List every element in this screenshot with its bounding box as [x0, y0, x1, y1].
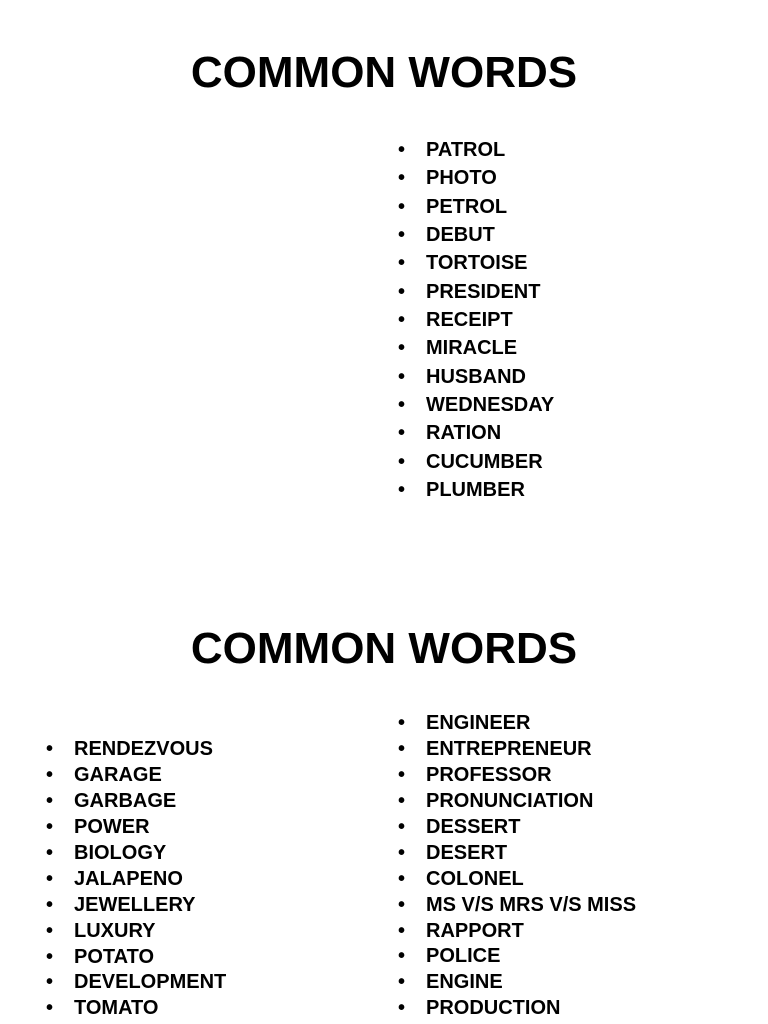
- list-item: • HUSBAND: [398, 364, 554, 392]
- list-item: • ENGINE: [398, 969, 636, 995]
- list-item: • CUCUMBER: [398, 449, 554, 477]
- list-item: • TOMATO: [46, 995, 226, 1021]
- slide-title: COMMON WORDS: [190, 48, 578, 97]
- list-item: • RENDEZVOUS: [46, 736, 226, 762]
- list-item: • COLONEL: [398, 866, 636, 892]
- list-item: • MS V/S MRS V/S MISS: [398, 892, 636, 918]
- list-item: • PRESIDENT: [398, 279, 554, 307]
- list-item: • GARAGE: [46, 762, 226, 788]
- list-item: • DESSERT: [398, 814, 636, 840]
- word-list-left: [46, 736, 226, 1021]
- word-list-right: [398, 710, 636, 1021]
- slide-title: COMMON WORDS: [190, 624, 578, 673]
- list-item: • MIRACLE: [398, 335, 554, 363]
- list-item: • JALAPENO: [46, 866, 226, 892]
- list-item: • DEBUT: [398, 222, 554, 250]
- list-item: • TORTOISE: [398, 250, 554, 278]
- list-item: • RATION: [398, 420, 554, 448]
- list-item: • GARBAGE: [46, 788, 226, 814]
- list-item: • POTATO: [46, 944, 226, 970]
- list-item: • PETROL: [398, 194, 554, 222]
- list-item: • RECEIPT: [398, 307, 554, 335]
- list-item: • PROFESSOR: [398, 762, 636, 788]
- word-list-right: [398, 137, 554, 505]
- list-item: • DESERT: [398, 840, 636, 866]
- list-item: • PRONUNCIATION: [398, 788, 636, 814]
- list-item: • RAPPORT: [398, 918, 636, 944]
- list-item: • ENTREPRENEUR: [398, 736, 636, 762]
- list-item: • PATROL: [398, 137, 554, 165]
- list-item: • ENGINEER: [398, 710, 636, 736]
- list-item: • DEVELOPMENT: [46, 969, 226, 995]
- list-item: • BIOLOGY: [46, 840, 226, 866]
- list-item: • POLICE: [398, 943, 636, 969]
- list-item: • JEWELLERY: [46, 892, 226, 918]
- list-item: • POWER: [46, 814, 226, 840]
- slide-2: [0, 576, 768, 1024]
- list-item: • WEDNESDAY: [398, 392, 554, 420]
- list-item: • LUXURY: [46, 918, 226, 944]
- list-item: • PRODUCTION: [398, 995, 636, 1021]
- list-item: • PLUMBER: [398, 477, 554, 505]
- list-item: • PHOTO: [398, 165, 554, 193]
